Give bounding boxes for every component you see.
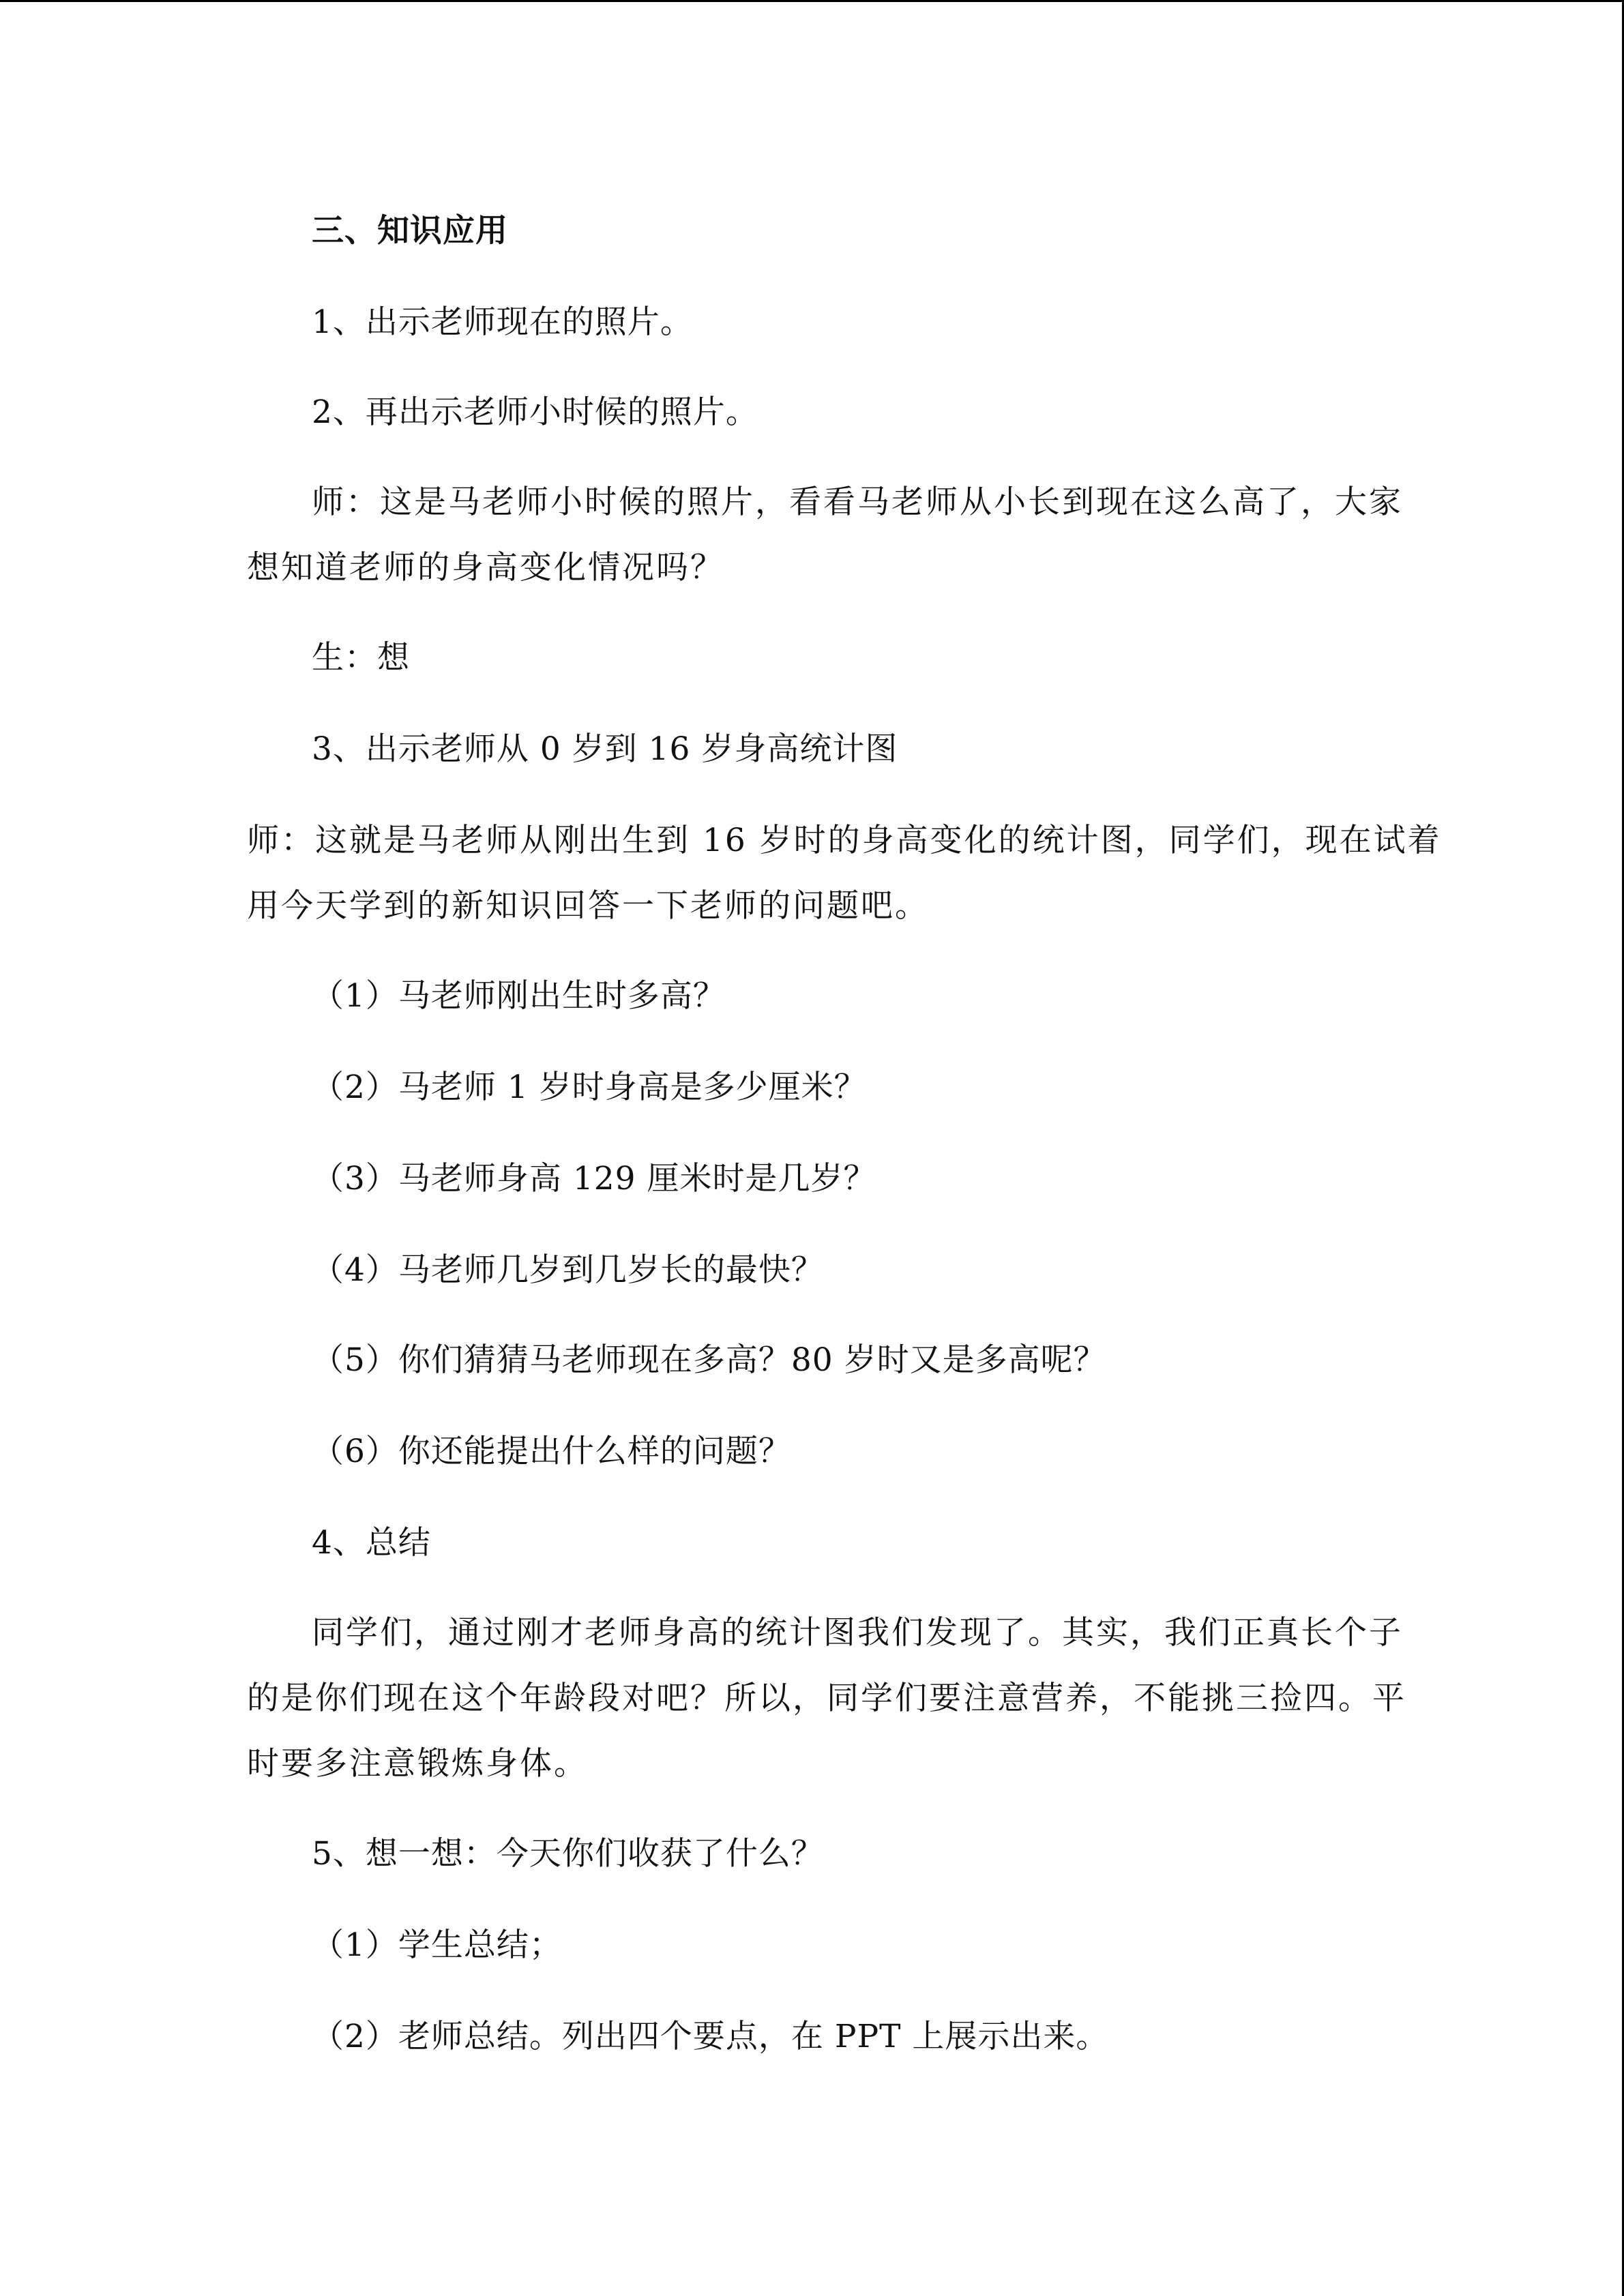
teacher-dialogue-1-line-2: 想知道老师的身高变化情况吗？	[247, 549, 724, 586]
summary-line-2: 的是你们现在这个年龄段对吧？所以，同学们要注意营养，不能挑三捡四。平	[247, 1680, 1406, 1717]
summary-line-3: 时要多注意锻炼身体。	[247, 1745, 588, 1783]
section-heading: 三、知识应用	[312, 212, 508, 250]
step-2-text: 2、再出示老师小时候的照片。	[312, 393, 758, 431]
question-2: （2）马老师 1 岁时身高是多少厘米？	[312, 1069, 867, 1106]
teacher-dialogue-1-line-1: 师：这是马老师小时候的照片，看看马老师从小长到现在这么高了，大家	[312, 483, 1403, 521]
teacher-dialogue-2-line-2: 用今天学到的新知识回答一下老师的问题吧。	[247, 887, 929, 925]
question-3: （3）马老师身高 129 厘米时是几岁？	[312, 1160, 876, 1197]
step-5-text: 5、想一想：今天你们收获了什么？	[312, 1835, 824, 1873]
reflection-2: （2）老师总结。列出四个要点，在 PPT 上展示出来。	[312, 2018, 1109, 2055]
question-1: （1）马老师刚出生时多高？	[312, 977, 726, 1015]
summary-line-1: 同学们，通过刚才老师身高的统计图我们发现了。其实，我们正真长个子	[312, 1614, 1403, 1652]
question-4: （4）马老师几岁到几岁长的最快？	[312, 1251, 824, 1289]
question-6: （6）你还能提出什么样的问题？	[312, 1433, 791, 1470]
teacher-dialogue-2-line-1: 师：这就是马老师从刚出生到 16 岁时的身高变化的统计图，同学们，现在试着	[247, 822, 1442, 859]
reflection-1: （1）学生总结；	[312, 1926, 562, 1964]
student-reply: 生：想	[312, 639, 410, 676]
step-3-text: 3、出示老师从 0 岁到 16 岁身高统计图	[312, 730, 898, 768]
question-5: （5）你们猜猜马老师现在多高？80 岁时又是多高呢？	[312, 1341, 1106, 1379]
step-4-text: 4、总结	[312, 1524, 431, 1562]
step-1-text: 1、出示老师现在的照片。	[312, 303, 693, 341]
